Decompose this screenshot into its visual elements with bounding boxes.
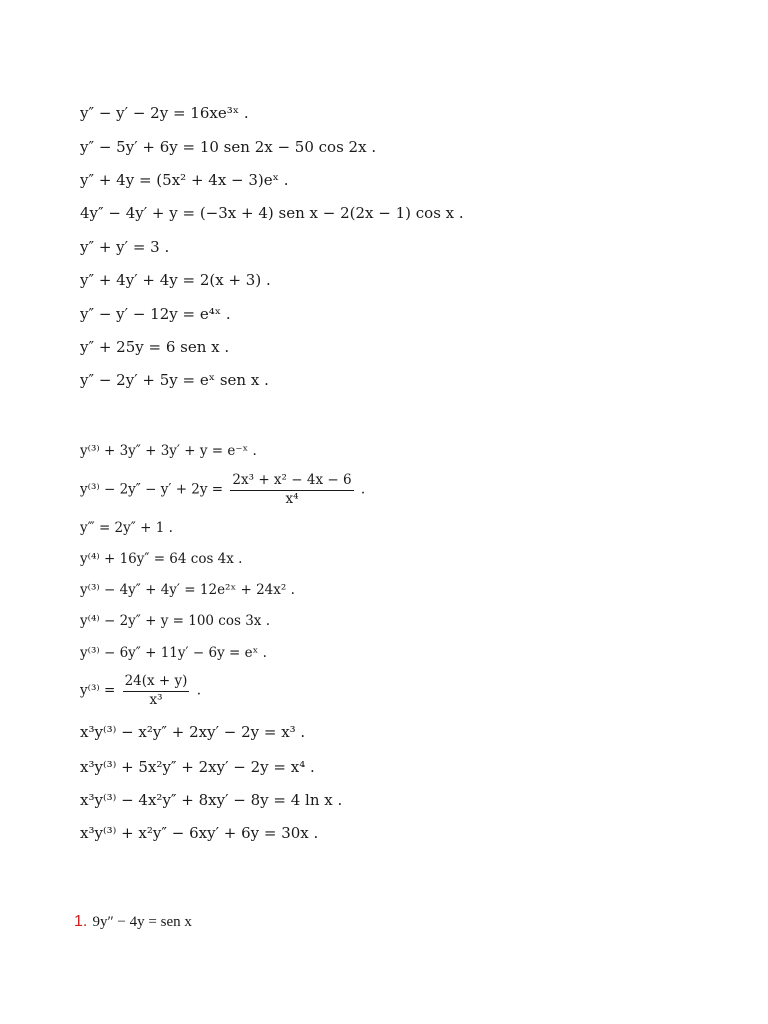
equation-line: x³y⁽³⁾ + x²y″ − 6xy′ + 6y = 30x . bbox=[80, 824, 319, 842]
equation-line: x³y⁽³⁾ − 4x²y″ + 8xy′ − 8y = 4 ln x . bbox=[80, 791, 343, 809]
equation-line: x³y⁽³⁾ − x²y″ + 2xy′ − 2y = x³ . bbox=[80, 723, 306, 741]
equation-line: y″ + 25y = 6 sen x . bbox=[80, 338, 230, 356]
equation-line: y″ − y′ − 2y = 16xe³ˣ . bbox=[80, 104, 249, 122]
exercise-number: 1. bbox=[74, 913, 88, 930]
equation-line: y″ − y′ − 12y = e⁴ˣ . bbox=[80, 305, 231, 323]
fraction-denominator: x⁴ bbox=[285, 490, 299, 507]
exercise-equation: 9y″ − 4y = sen x bbox=[92, 914, 192, 930]
equation-line: y″ + 4y′ + 4y = 2(x + 3) . bbox=[80, 271, 271, 289]
equation-line: y″ + y′ = 3 . bbox=[80, 238, 170, 256]
equation-line: y⁽⁴⁾ + 16y″ = 64 cos 4x . bbox=[80, 551, 243, 567]
equation-line: y⁽³⁾ − 6y″ + 11y′ − 6y = eˣ . bbox=[80, 645, 267, 661]
fraction-denominator: x³ bbox=[149, 691, 163, 708]
equation-line-fraction bbox=[80, 675, 201, 707]
equation-line: y″ − 5y′ + 6y = 10 sen 2x − 50 cos 2x . bbox=[80, 138, 377, 156]
exercise-item bbox=[74, 913, 192, 930]
equation-end: . bbox=[196, 682, 202, 699]
equation-line: y⁽³⁾ + 3y″ + 3y′ + y = e⁻ˣ . bbox=[80, 443, 257, 459]
equation-line: y⁽³⁾ − 4y″ + 4y′ = 12e²ˣ + 24x² . bbox=[80, 582, 295, 598]
equation-line: y‴ = 2y″ + 1 . bbox=[80, 520, 173, 536]
equation-lhs: y⁽³⁾ − 2y″ − y′ + 2y = bbox=[80, 481, 224, 498]
fraction-numerator: 24(x + y) bbox=[123, 675, 190, 692]
fraction bbox=[123, 675, 190, 707]
equation-line: y″ + 4y = (5x² + 4x − 3)eˣ . bbox=[80, 171, 289, 189]
equation-lhs: y⁽³⁾ = bbox=[80, 682, 116, 699]
fraction-numerator: 2x³ + x² − 4x − 6 bbox=[230, 474, 353, 491]
equation-end: . bbox=[360, 481, 366, 498]
fraction bbox=[230, 474, 353, 506]
equation-line: 4y″ − 4y′ + y = (−3x + 4) sen x − 2(2x − 1) cos x . bbox=[80, 204, 464, 222]
equation-line: x³y⁽³⁾ + 5x²y″ + 2xy′ − 2y = x⁴ . bbox=[80, 758, 315, 776]
equation-line: y″ − 2y′ + 5y = eˣ sen x . bbox=[80, 371, 269, 389]
equation-line: y⁽⁴⁾ − 2y″ + y = 100 cos 3x . bbox=[80, 613, 270, 629]
equation-line-fraction bbox=[80, 474, 365, 506]
